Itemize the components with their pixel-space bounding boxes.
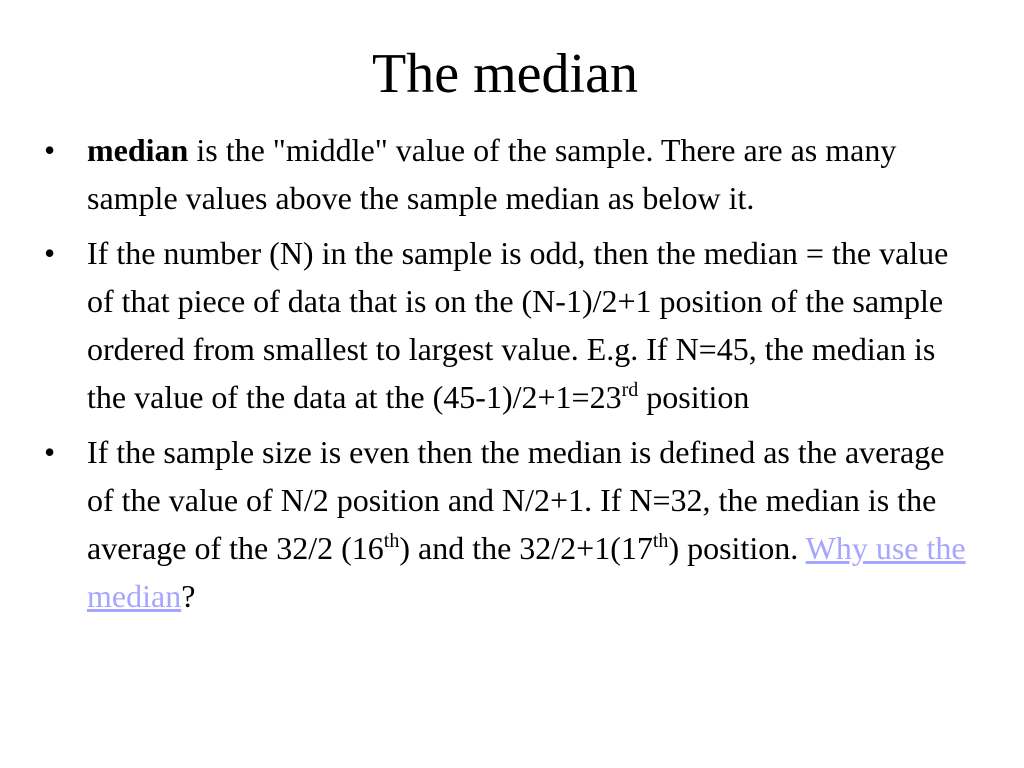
odd-sample-text: If the number (N) in the sample is odd, then the median = the value of that piece of data that is on the (N-1)/2+1 position of the sample ordered from smallest to largest value. E.g. If N=45, the median is the value of the data at the (45-1)/2+1=23 xyxy=(87,235,949,415)
question-mark: ? xyxy=(181,578,196,614)
bullet-item-definition xyxy=(44,126,974,222)
ordinal-suffix-17: th xyxy=(652,530,669,552)
bullet-icon: • xyxy=(44,434,56,470)
bullet-item-even-sample xyxy=(44,428,974,620)
median-term: median xyxy=(87,132,189,168)
bullet-icon: • xyxy=(44,132,56,168)
ordinal-suffix-16: th xyxy=(383,530,400,552)
odd-sample-text-end: position xyxy=(638,379,750,415)
bullet-list xyxy=(44,126,974,627)
even-sample-text-after: ) position. xyxy=(668,530,806,566)
even-sample-text-mid: ) and the 32/2+1(17 xyxy=(399,530,653,566)
bullet-icon: • xyxy=(44,235,56,271)
ordinal-suffix: rd xyxy=(621,379,639,401)
definition-text: is the "middle" value of the sample. There are as many sample values above the sample median as below it. xyxy=(87,132,897,216)
why-use-median-link[interactable]: Why use the median xyxy=(87,530,966,614)
bullet-item-odd-sample xyxy=(44,229,974,421)
even-sample-text: If the sample size is even then the median is defined as the average of the value of N/2 position and N/2+1. If N=32, the median is the average of the 32/2 (16 xyxy=(87,434,945,566)
slide-title: The median xyxy=(372,43,638,105)
